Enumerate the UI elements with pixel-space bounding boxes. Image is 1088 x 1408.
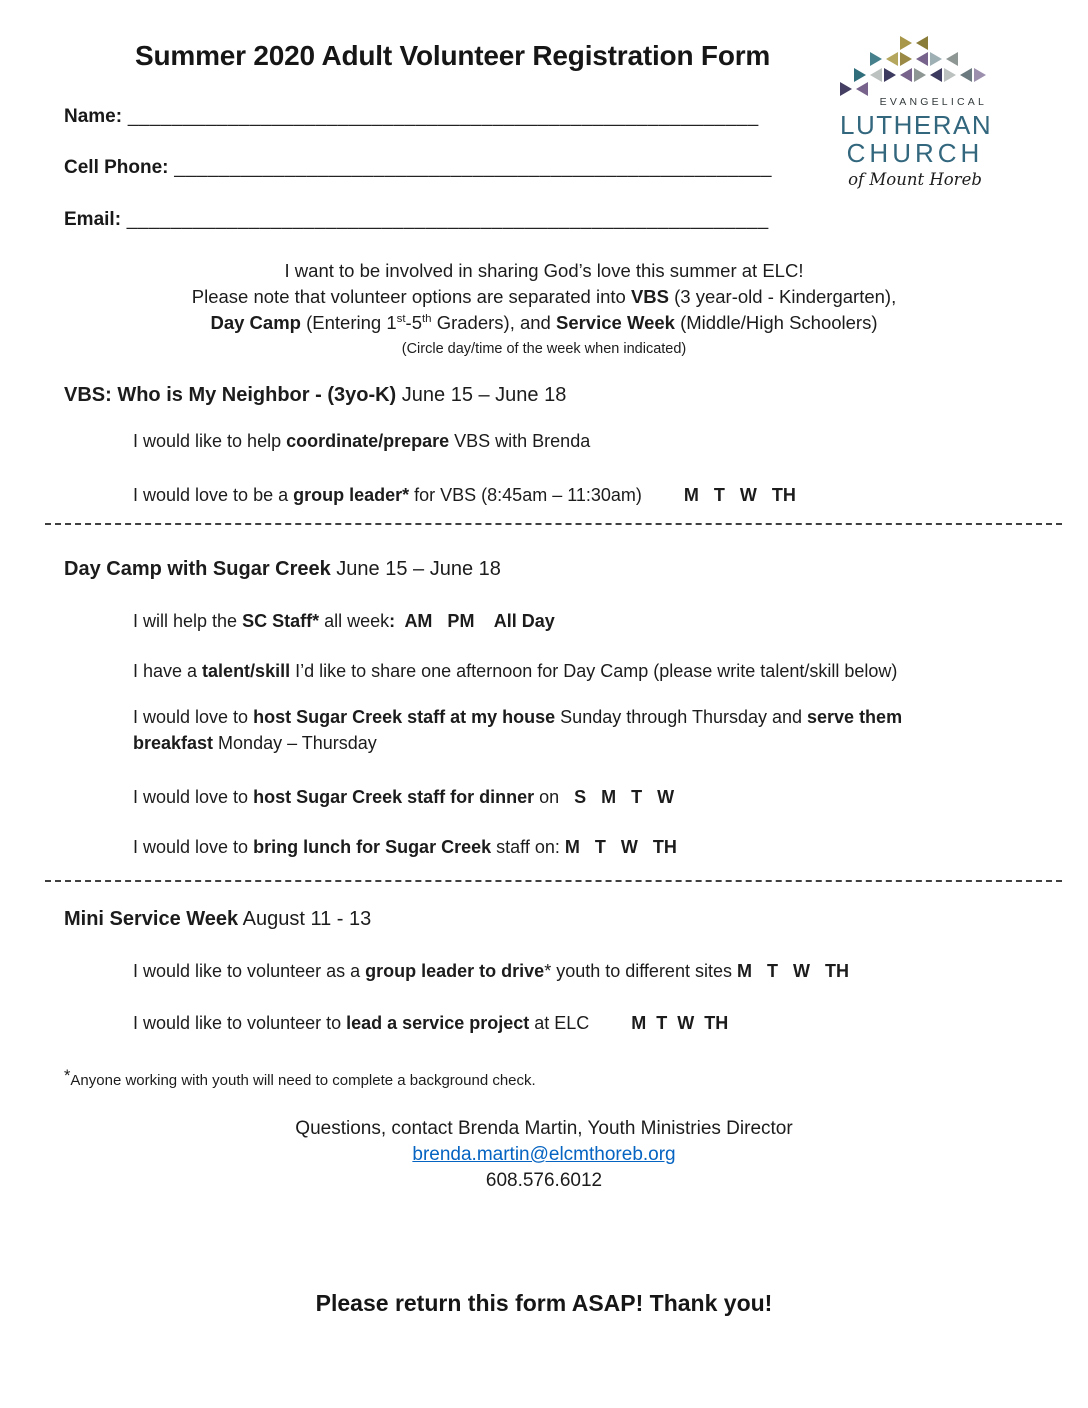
contact-block xyxy=(0,1116,1088,1194)
name-label: Name: xyxy=(64,106,123,127)
intro-circle-instruction: (Circle day/time of the week when indicated) xyxy=(401,341,687,357)
contact-phone: 608.576.6012 xyxy=(485,1170,603,1191)
triangle-mosaic-icon xyxy=(840,34,990,96)
intro-line-2: Please note that volunteer options are separated into VBS (3 year-old - Kindergarten), xyxy=(191,286,897,307)
intro-line-1: I want to be involved in sharing God’s love this summer at ELC! xyxy=(284,260,804,281)
mini-drive-day-options[interactable]: M T W TH xyxy=(736,961,849,981)
vbs-day-options[interactable]: M T W TH xyxy=(683,485,796,505)
intro-line-3: Day Camp (Entering 1st-5th Graders), and Service Week (Middle/High Schoolers) xyxy=(210,312,878,333)
daycamp-option-host-house: I would love to host Sugar Creek staff at my house Sunday through Thursday and serve them breakfast Monday – Thursday xyxy=(133,707,903,753)
day-camp-section-heading: Day Camp with Sugar Creek June 15 – June 18 xyxy=(64,558,501,580)
email-fill-line[interactable]: __________________________________________________________ xyxy=(121,209,769,230)
contact-email-link[interactable]: brenda.martin@elcmthoreb.org xyxy=(412,1144,676,1165)
mini-service-week-heading: Mini Service Week August 11 - 13 xyxy=(64,908,372,930)
daycamp-option-bring-lunch: I would love to bring lunch for Sugar Creek staff on: M T W TH xyxy=(133,837,677,857)
mini-option-lead-service-project: I would like to volunteer to lead a service project at ELC M T W TH xyxy=(133,1013,729,1033)
logo-church-text: CHURCH xyxy=(846,138,984,169)
footnote-asterisk: * xyxy=(64,1067,71,1085)
name-field-row xyxy=(64,106,759,128)
mini-option-group-leader-drive: I would like to volunteer as a group leader to drive* youth to different sites M T W TH xyxy=(133,961,849,981)
vbs-section-heading: VBS: Who is My Neighbor - (3yo-K) June 15 – June 18 xyxy=(64,384,567,406)
contact-line: Questions, contact Brenda Martin, Youth Ministries Director xyxy=(295,1118,793,1139)
background-check-footnote: *Anyone working with youth will need to complete a background check. xyxy=(64,1067,536,1089)
email-field-row xyxy=(64,209,769,231)
daycamp-dinner-day-options[interactable]: S M T W xyxy=(574,787,675,807)
page-title: Summer 2020 Adult Volunteer Registration Form xyxy=(135,40,771,71)
daycamp-option-talent-skill: I have a talent/skill I’d like to share one afternoon for Day Camp (please write talent/skill below) xyxy=(133,661,898,681)
cell-phone-label: Cell Phone: xyxy=(64,157,169,178)
logo-lutheran-text: LUTHERAN xyxy=(840,110,993,140)
vbs-option-group-leader: I would love to be a group leader* for VBS (8:45am – 11:30am) M T W TH xyxy=(133,485,796,505)
cell-phone-fill-line[interactable]: ______________________________________________________ xyxy=(168,157,772,178)
email-label: Email: xyxy=(64,209,122,230)
daycamp-option-sc-staff: I will help the SC Staff* all week: AM PM All Day xyxy=(133,611,555,631)
daycamp-lunch-day-options[interactable]: M T W TH xyxy=(564,837,677,857)
return-form-message: Please return this form ASAP! Thank you! xyxy=(315,1290,773,1316)
cell-phone-field-row xyxy=(64,157,772,179)
logo-evangelical-text: EVANGELICAL xyxy=(879,96,987,108)
church-logo xyxy=(840,34,993,190)
mini-project-day-options[interactable]: M T W TH xyxy=(631,1013,729,1033)
section-divider xyxy=(45,880,1062,882)
intro-paragraph xyxy=(0,258,1088,362)
daycamp-time-options[interactable]: : AM PM All Day xyxy=(389,611,555,631)
logo-tagline: of Mount Horeb xyxy=(848,170,982,190)
section-divider xyxy=(45,523,1062,525)
daycamp-option-host-dinner: I would love to host Sugar Creek staff for dinner on S M T W xyxy=(133,787,675,807)
vbs-option-coordinate: I would like to help coordinate/prepare VBS with Brenda xyxy=(133,431,591,451)
name-fill-line[interactable]: _________________________________________________________ xyxy=(122,106,759,127)
